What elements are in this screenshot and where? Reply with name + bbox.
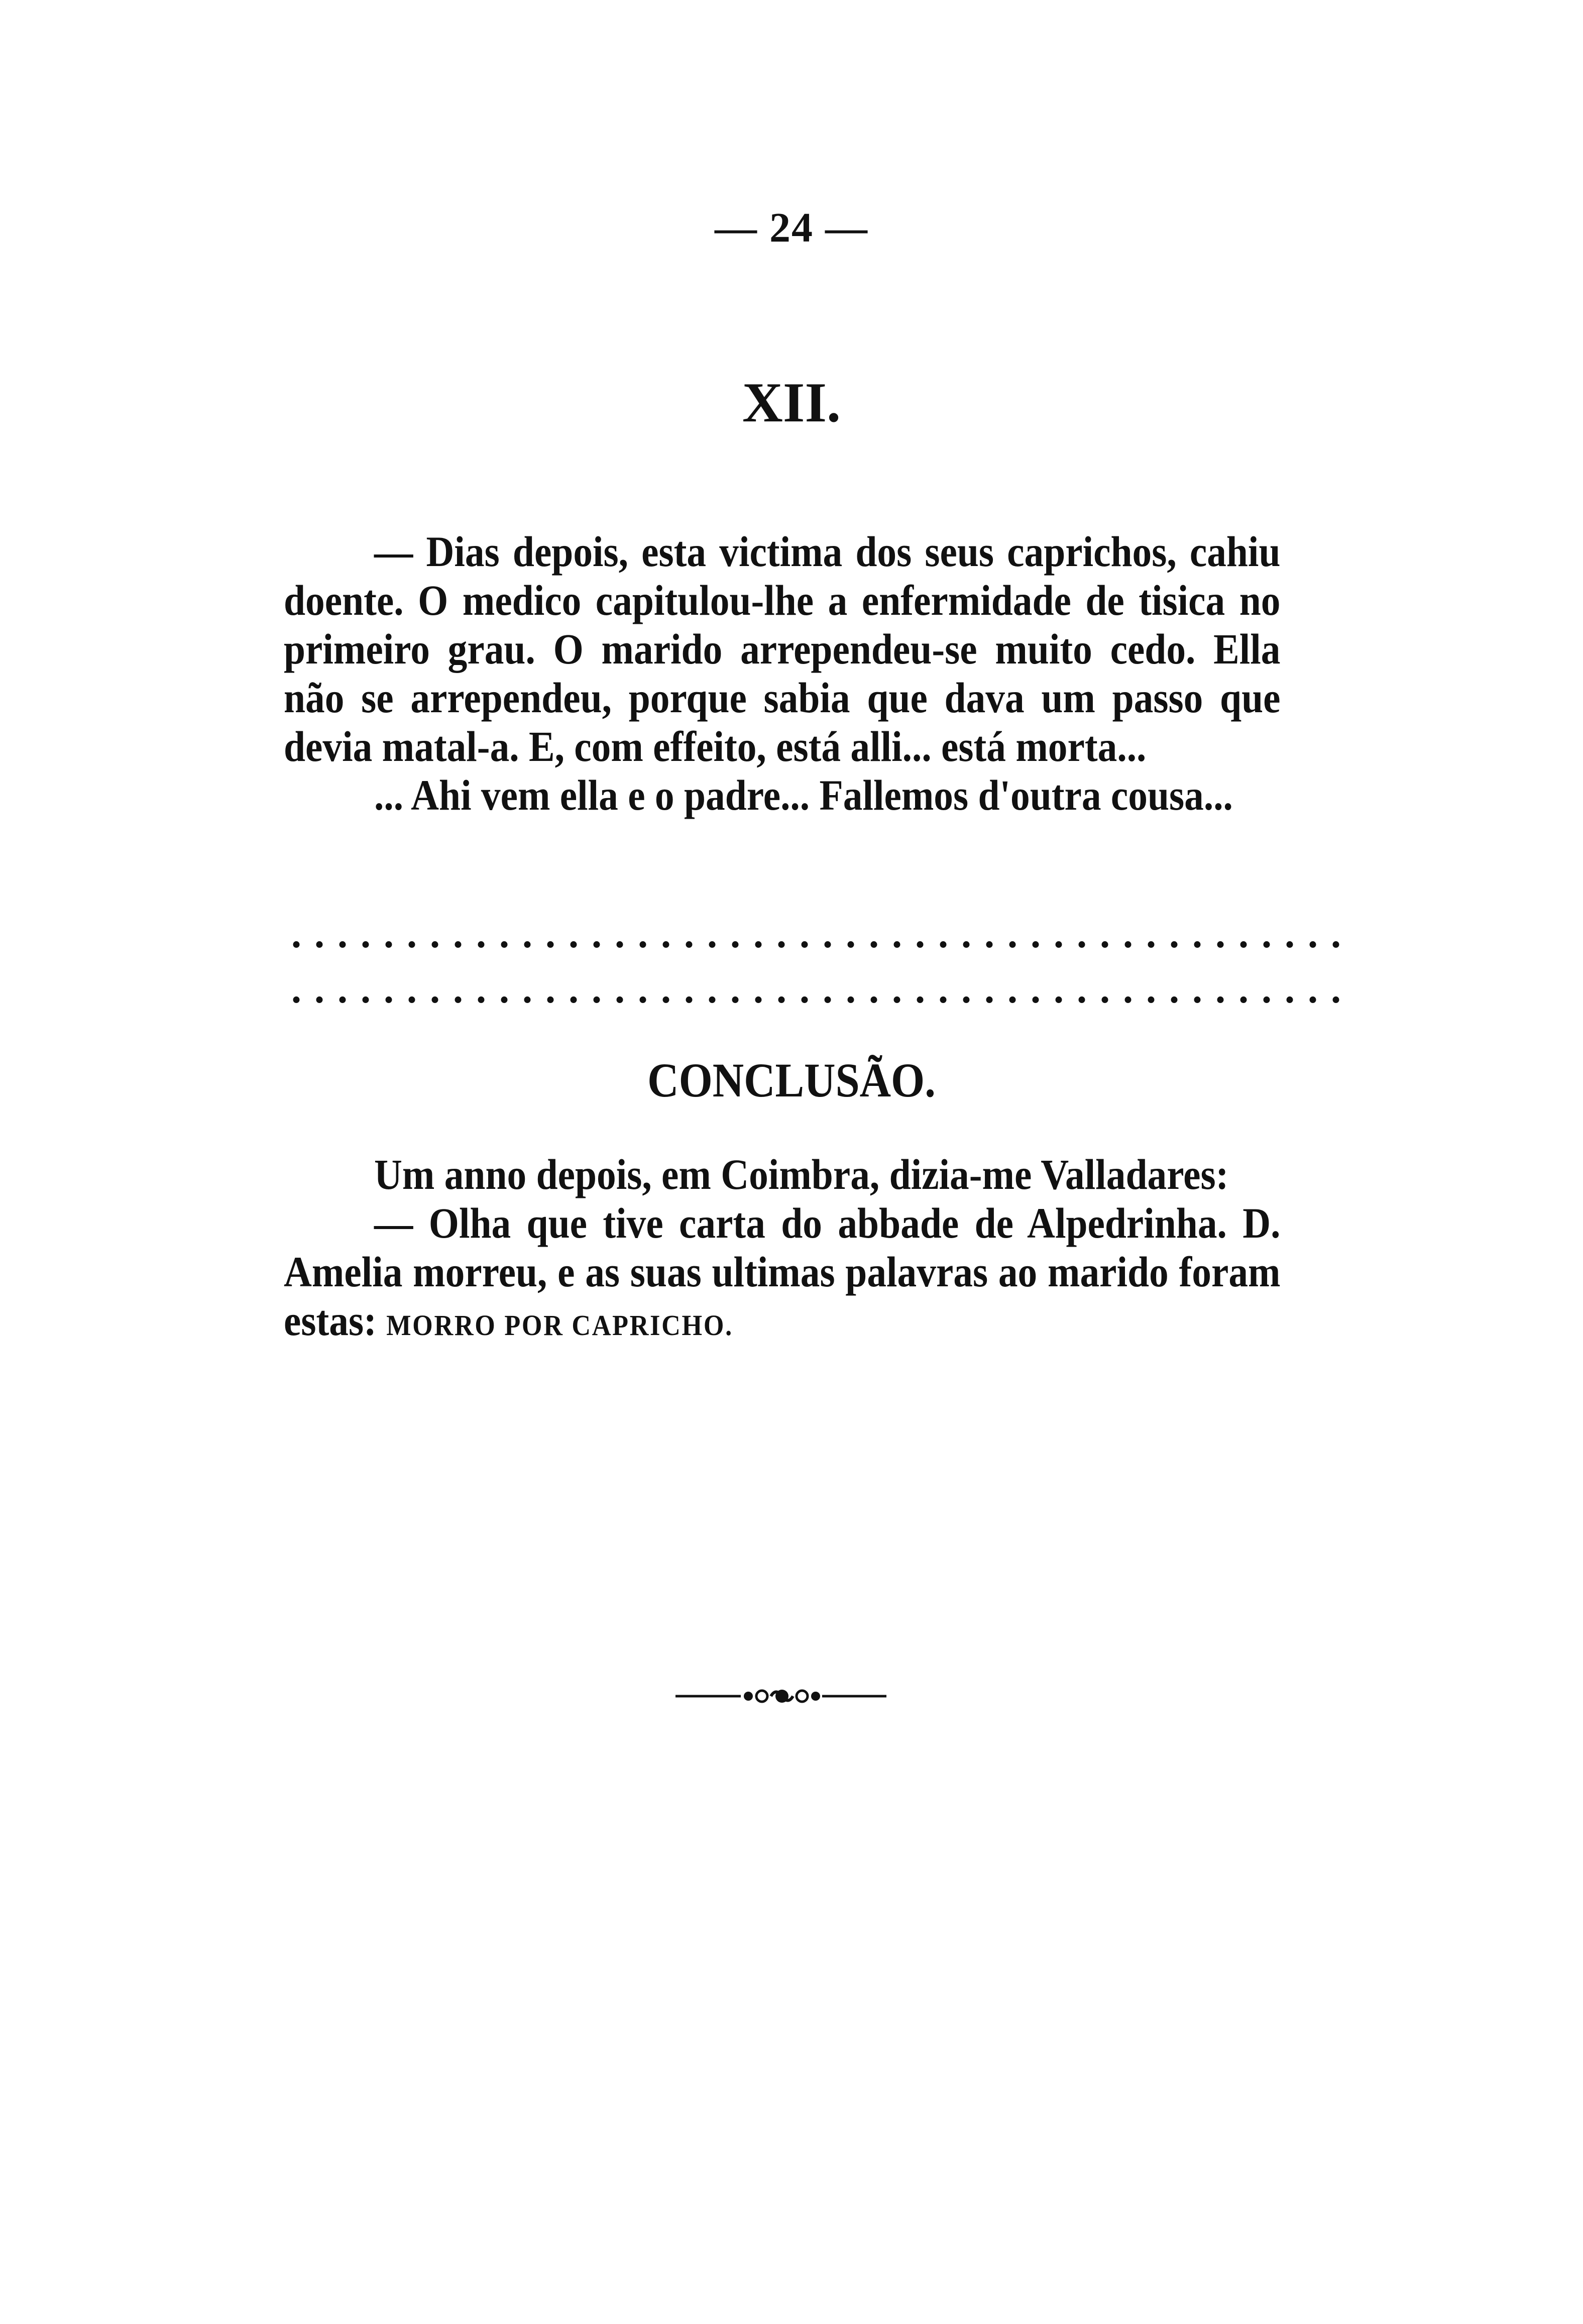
chapter-text (284, 527, 1281, 820)
end-ornament-icon (675, 1684, 886, 1709)
conclusion-text (284, 1150, 1281, 1350)
page-number: — 24 — (715, 204, 868, 251)
paragraph-text: — Olha que tive carta do abbade de Alpedrinha. D. Amelia morreu, e as suas ultimas palavras ao marido foram estas: (284, 1199, 1281, 1345)
closing-words: MORRO POR CAPRICHO. (386, 1309, 733, 1342)
dotted-separator: .............................................. (291, 912, 1354, 956)
dotted-separator: .............................................. (291, 967, 1354, 1012)
paragraph: Um anno depois, em Coimbra, dizia-me Valladares: (374, 1150, 1229, 1198)
chapter-heading: XII. (742, 372, 841, 434)
paragraph: ... Ahi vem ella e o padre... Fallemos d'outra cousa... (374, 771, 1233, 819)
conclusion-heading: CONCLUSÃO. (647, 1053, 936, 1107)
paragraph: — Dias depois, esta victima dos seus caprichos, cahiu doente. O medico capitulou-lhe a enfermidade de tisica no primeiro grau. O marido arrependeu-se muito cedo. Ella não se arrependeu, porque sabia que dava um passo que devia matal-a. E, com effeito, está alli... está morta... (284, 527, 1281, 770)
paragraph (284, 1199, 1281, 1350)
